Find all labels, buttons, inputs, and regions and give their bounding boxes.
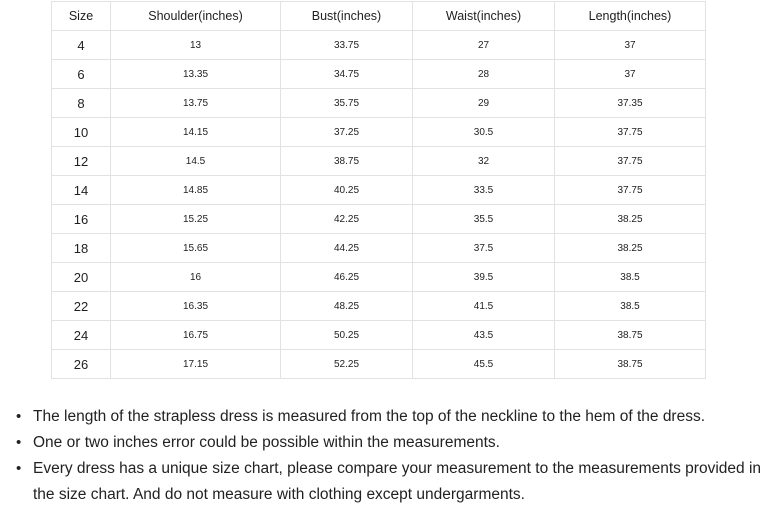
length-cell: 37.75 [555, 147, 706, 176]
shoulder-cell: 17.15 [111, 350, 281, 379]
header-waist: Waist(inches) [413, 2, 555, 31]
length-cell: 38.5 [555, 263, 706, 292]
waist-cell: 29 [413, 89, 555, 118]
size-cell: 6 [52, 60, 111, 89]
waist-cell: 43.5 [413, 321, 555, 350]
bust-cell: 34.75 [281, 60, 413, 89]
bust-cell: 52.25 [281, 350, 413, 379]
table-row [52, 89, 706, 118]
table-row [52, 263, 706, 292]
size-cell: 16 [52, 205, 111, 234]
note-item [0, 404, 776, 430]
waist-cell: 32 [413, 147, 555, 176]
length-cell: 37 [555, 60, 706, 89]
size-cell: 22 [52, 292, 111, 321]
bust-cell: 48.25 [281, 292, 413, 321]
size-cell: 12 [52, 147, 111, 176]
shoulder-cell: 15.25 [111, 205, 281, 234]
size-cell: 18 [52, 234, 111, 263]
size-cell: 10 [52, 118, 111, 147]
size-chart-header [52, 2, 706, 31]
bust-cell: 42.25 [281, 205, 413, 234]
shoulder-cell: 16.75 [111, 321, 281, 350]
shoulder-cell: 13.75 [111, 89, 281, 118]
bust-cell: 40.25 [281, 176, 413, 205]
waist-cell: 39.5 [413, 263, 555, 292]
header-shoulder: Shoulder(inches) [111, 2, 281, 31]
note-text: The length of the strapless dress is measured from the top of the neckline to the hem of the dress. [33, 408, 706, 425]
note-item [0, 456, 776, 508]
bust-cell: 50.25 [281, 321, 413, 350]
header-row [52, 2, 706, 31]
table-row [52, 321, 706, 350]
shoulder-cell: 14.85 [111, 176, 281, 205]
waist-cell: 45.5 [413, 350, 555, 379]
header-length: Length(inches) [555, 2, 706, 31]
measurement-notes [0, 404, 776, 508]
shoulder-cell: 14.5 [111, 147, 281, 176]
size-chart-table [51, 1, 706, 379]
size-cell: 26 [52, 350, 111, 379]
waist-cell: 28 [413, 60, 555, 89]
table-row [52, 118, 706, 147]
shoulder-cell: 13 [111, 31, 281, 60]
length-cell: 38.25 [555, 205, 706, 234]
bust-cell: 35.75 [281, 89, 413, 118]
shoulder-cell: 16 [111, 263, 281, 292]
note-text: One or two inches error could be possible within the measurements. [33, 434, 500, 451]
size-cell: 8 [52, 89, 111, 118]
table-row [52, 147, 706, 176]
length-cell: 38.75 [555, 321, 706, 350]
table-row [52, 60, 706, 89]
table-row [52, 205, 706, 234]
length-cell: 37.35 [555, 89, 706, 118]
size-cell: 24 [52, 321, 111, 350]
table-row [52, 31, 706, 60]
bullet-icon: • [16, 434, 22, 451]
bust-cell: 38.75 [281, 147, 413, 176]
shoulder-cell: 14.15 [111, 118, 281, 147]
size-cell: 14 [52, 176, 111, 205]
bust-cell: 33.75 [281, 31, 413, 60]
table-row [52, 176, 706, 205]
header-size: Size [52, 2, 111, 31]
waist-cell: 33.5 [413, 176, 555, 205]
shoulder-cell: 15.65 [111, 234, 281, 263]
length-cell: 38.5 [555, 292, 706, 321]
length-cell: 38.75 [555, 350, 706, 379]
table-row [52, 350, 706, 379]
bust-cell: 37.25 [281, 118, 413, 147]
bullet-icon: • [16, 408, 22, 425]
shoulder-cell: 13.35 [111, 60, 281, 89]
note-text: Every dress has a unique size chart, please compare your measurement to the measurements provided in the size chart. And do not measure with clothing except undergarments. [33, 460, 762, 503]
header-bust: Bust(inches) [281, 2, 413, 31]
bust-cell: 46.25 [281, 263, 413, 292]
length-cell: 37.75 [555, 118, 706, 147]
bullet-icon: • [16, 460, 22, 477]
length-cell: 38.25 [555, 234, 706, 263]
waist-cell: 37.5 [413, 234, 555, 263]
length-cell: 37.75 [555, 176, 706, 205]
waist-cell: 35.5 [413, 205, 555, 234]
shoulder-cell: 16.35 [111, 292, 281, 321]
bust-cell: 44.25 [281, 234, 413, 263]
length-cell: 37 [555, 31, 706, 60]
waist-cell: 30.5 [413, 118, 555, 147]
note-item [0, 430, 776, 456]
table-row [52, 234, 706, 263]
table-row [52, 292, 706, 321]
waist-cell: 27 [413, 31, 555, 60]
size-cell: 20 [52, 263, 111, 292]
size-cell: 4 [52, 31, 111, 60]
waist-cell: 41.5 [413, 292, 555, 321]
size-chart-body [52, 31, 706, 379]
